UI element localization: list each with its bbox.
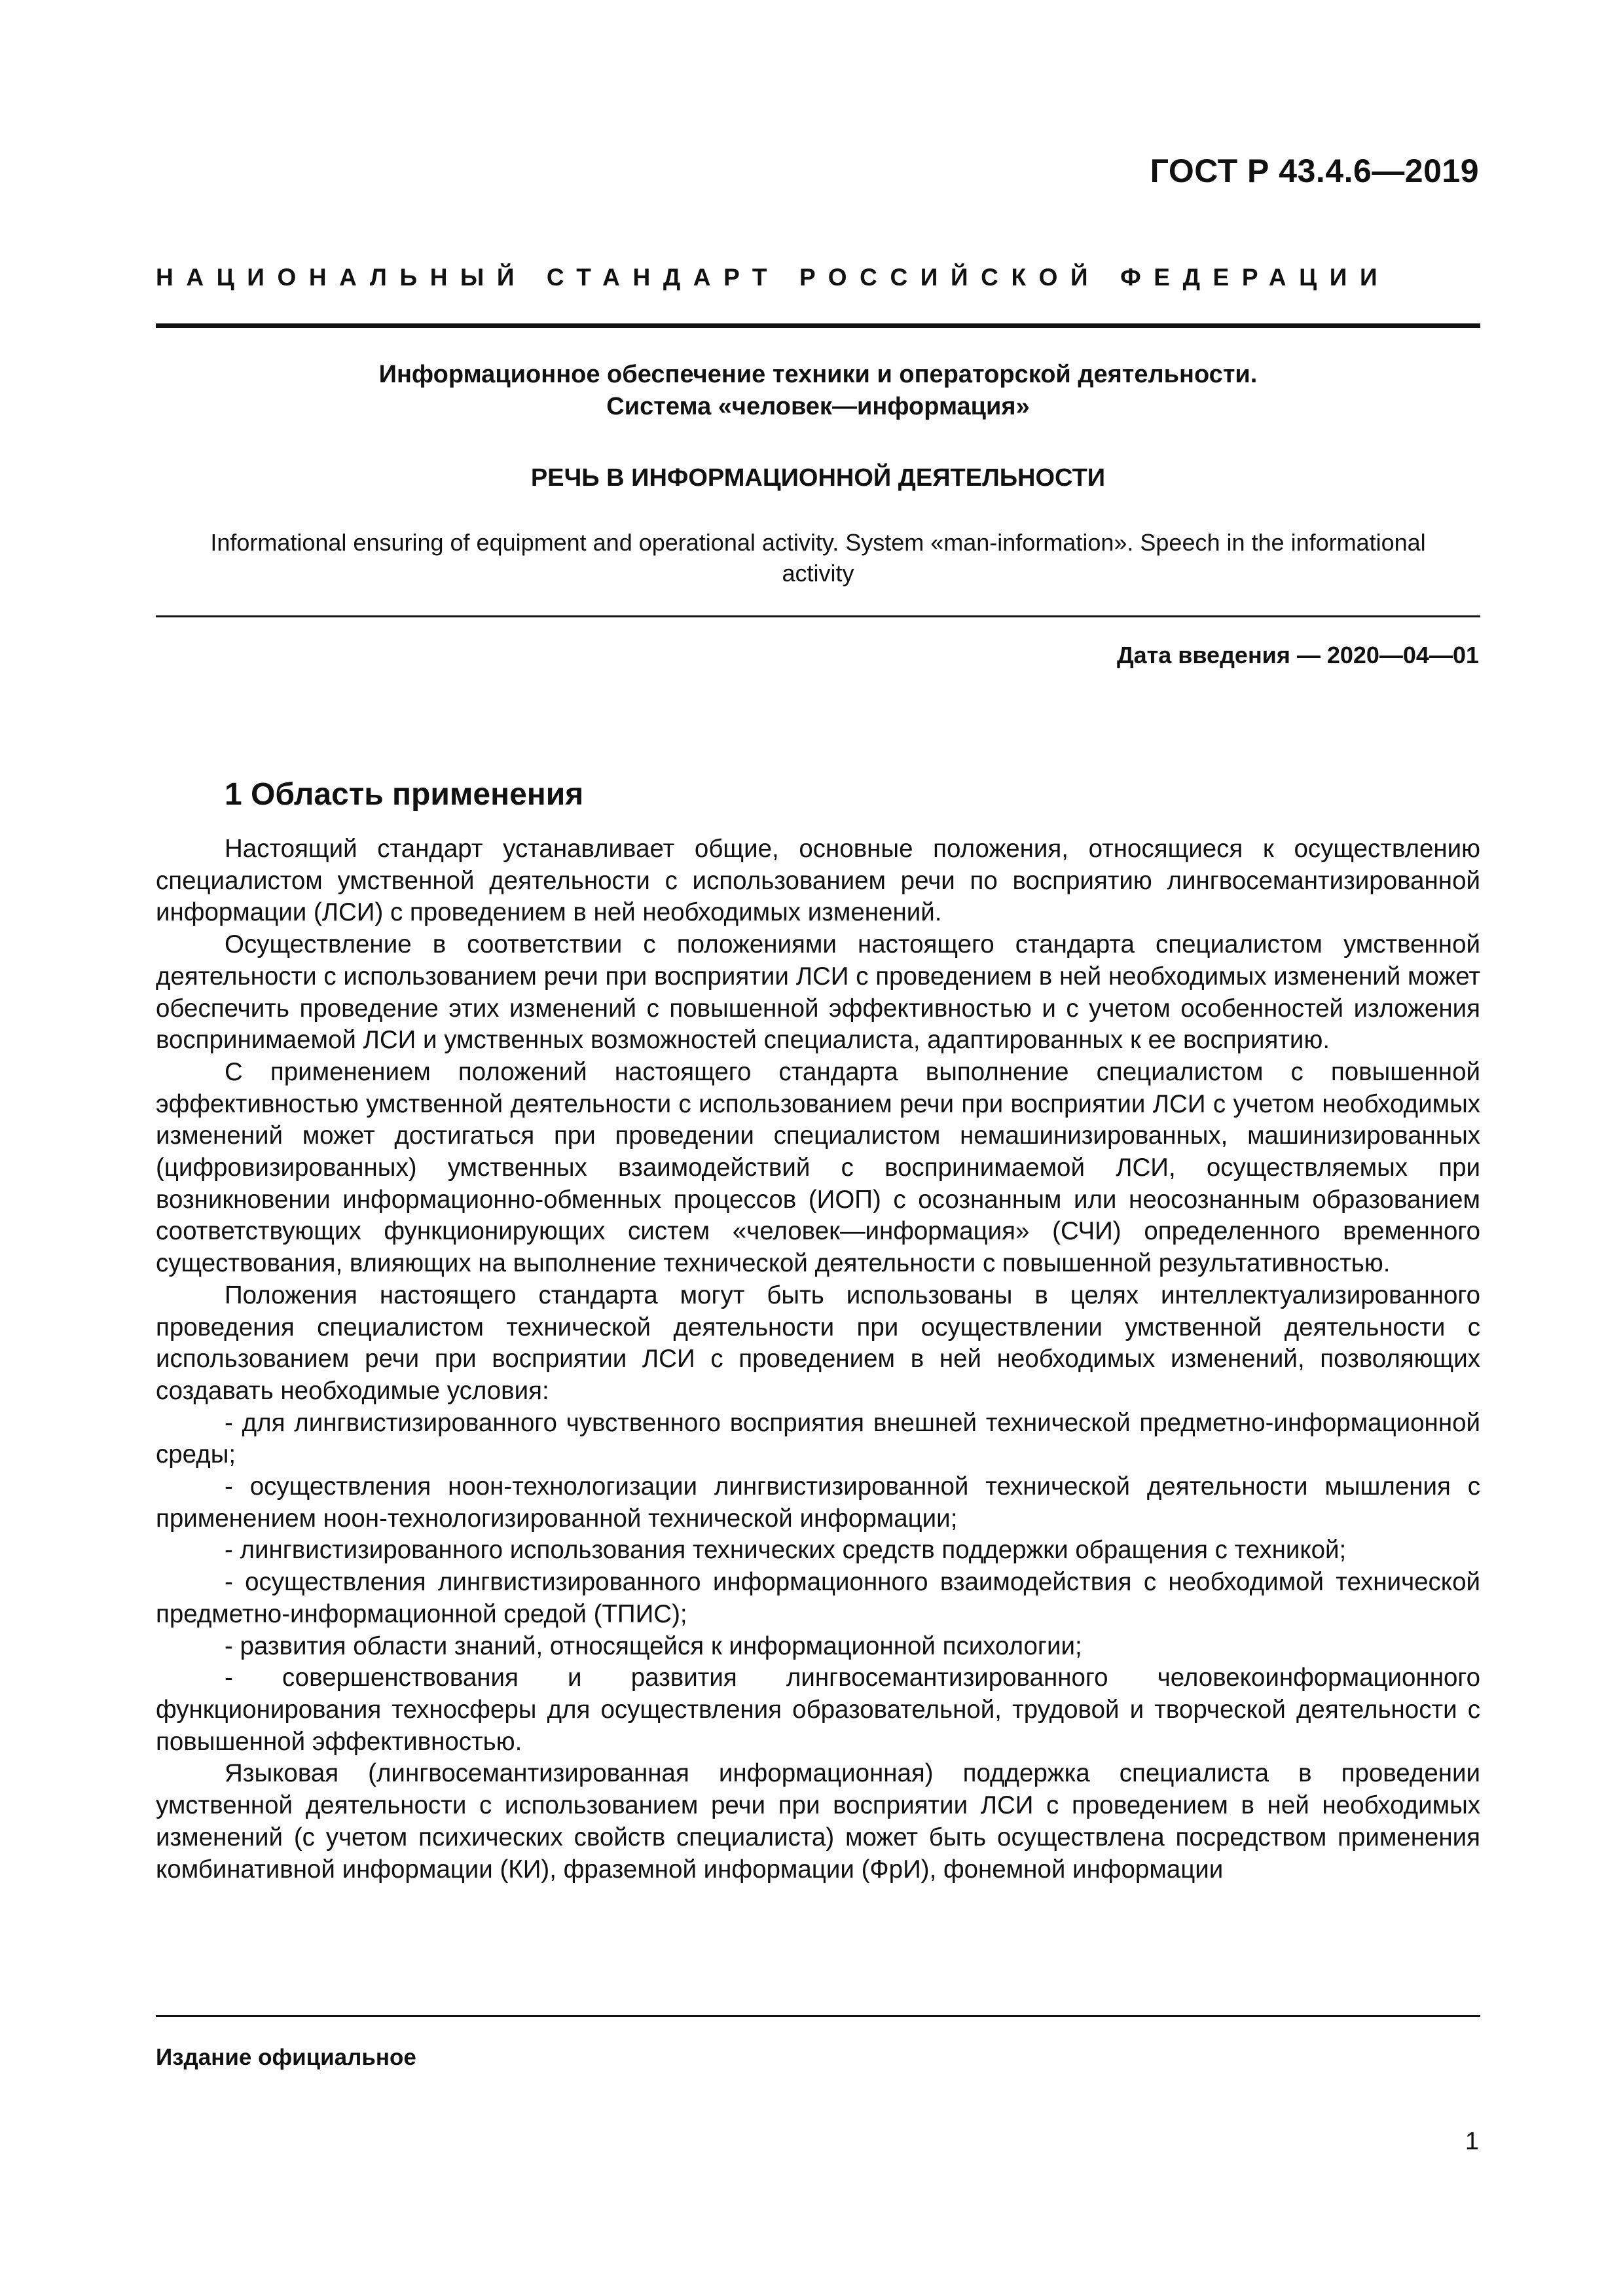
list-item: - осуществления лингвистизированного информационного взаимодействия с необходимой технической предметно-информационной средой (ТПИС);	[156, 1568, 1480, 1628]
title-divider	[156, 615, 1480, 617]
title-block	[156, 359, 1480, 589]
title-line-1: Информационное обеспечение техники и операторской деятельности.	[378, 361, 1258, 388]
list-item: - для лингвистизированного чувственного восприятия внешней технической предметно-информационной среды;	[156, 1408, 1480, 1469]
header-divider	[156, 323, 1480, 328]
paragraph: Языковая (лингвосемантизированная информационная) поддержка специалиста в проведении умственной деятельности с использованием речи при восприятии ЛСИ с проведением в ней необходимых изменений (с учетом психических свойств специалиста) может быть осуществлена посредством применения комбинативной информации (КИ), фраземной информации (ФрИ), фонемной информации	[156, 1759, 1480, 1884]
footer-divider	[156, 2015, 1480, 2017]
title-line-2: Система «человек—информация»	[606, 393, 1030, 420]
section-body	[156, 833, 1480, 1886]
national-standard-heading: НАЦИОНАЛЬНЫЙ СТАНДАРТ РОССИЙСКОЙ ФЕДЕРАЦИИ	[156, 264, 1391, 291]
section-heading: 1 Область применения	[225, 777, 584, 812]
paragraph: С применением положений настоящего стандарта выполнение специалистом с повышенной эффективностью умственной деятельности с использованием речи при восприятии ЛСИ с учетом необходимых изменений может достигаться при проведении специалистом немашинизированных, машинизированных (цифровизированных) умственных взаимодействий с воспринимаемой ЛСИ, осуществляемых при возникновении информационно-обменных процессов (ИОП) с осознанным или неосознанным образованием соответствующих функционирующих систем «человек—информация» (СЧИ) определенного временного существования, влияющих на выполнение технической деятельности с повышенной результативностью.	[156, 1057, 1480, 1278]
title-caps: РЕЧЬ В ИНФОРМАЦИОННОЙ ДЕЯТЕЛЬНОСТИ	[530, 464, 1106, 492]
list-item: - осуществления ноон-технологизации лингвистизированной технической деятельности мышления с применением ноон-технологизированной технической информации;	[156, 1472, 1480, 1533]
list-item: - развития области знаний, относящейся к информационной психологии;	[225, 1631, 1082, 1660]
list-item: - лингвистизированного использования технических средств поддержки обращения с техникой;	[225, 1536, 1347, 1565]
list-item: - совершенствования и развития лингвосемантизированного человекоинформационного функционирования техносферы для осуществления образовательной, трудовой и творческой деятельности с повышенной эффективностью.	[156, 1664, 1480, 1756]
gost-code: ГОСТ Р 43.4.6—2019	[1150, 153, 1479, 189]
title-english: Informational ensuring of equipment and operational activity. System «man-information». Speech in the informational activity	[210, 529, 1426, 587]
paragraph: Осуществление в соответствии с положениями настоящего стандарта специалистом умственной деятельности с использованием речи при восприятии ЛСИ с проведением в ней необходимых изменений может обеспечить проведение этих изменений с повышенной эффективностью и с учетом особенностей изложения воспринимаемой ЛСИ и умственных возможностей специалиста, адаптированных к ее восприятию.	[156, 930, 1480, 1055]
page-number: 1	[1465, 2128, 1479, 2155]
paragraph: Положения настоящего стандарта могут быть использованы в целях интеллектуализированного проведения специалистом технической деятельности при осуществлении умственной деятельности с использованием речи при восприятии ЛСИ с проведением в ней необходимых изменений, позволяющих создавать необходимые условия:	[156, 1281, 1480, 1405]
edition-label: Издание официальное	[156, 2045, 416, 2070]
paragraph: Настоящий стандарт устанавливает общие, основные положения, относящиеся к осуществлению специалистом умственной деятельности с использованием речи по восприятию лингвосемантизированной информации (ЛСИ) с проведением в ней необходимых изменений.	[156, 835, 1480, 927]
introduction-date: Дата введения — 2020—04—01	[1116, 642, 1479, 668]
